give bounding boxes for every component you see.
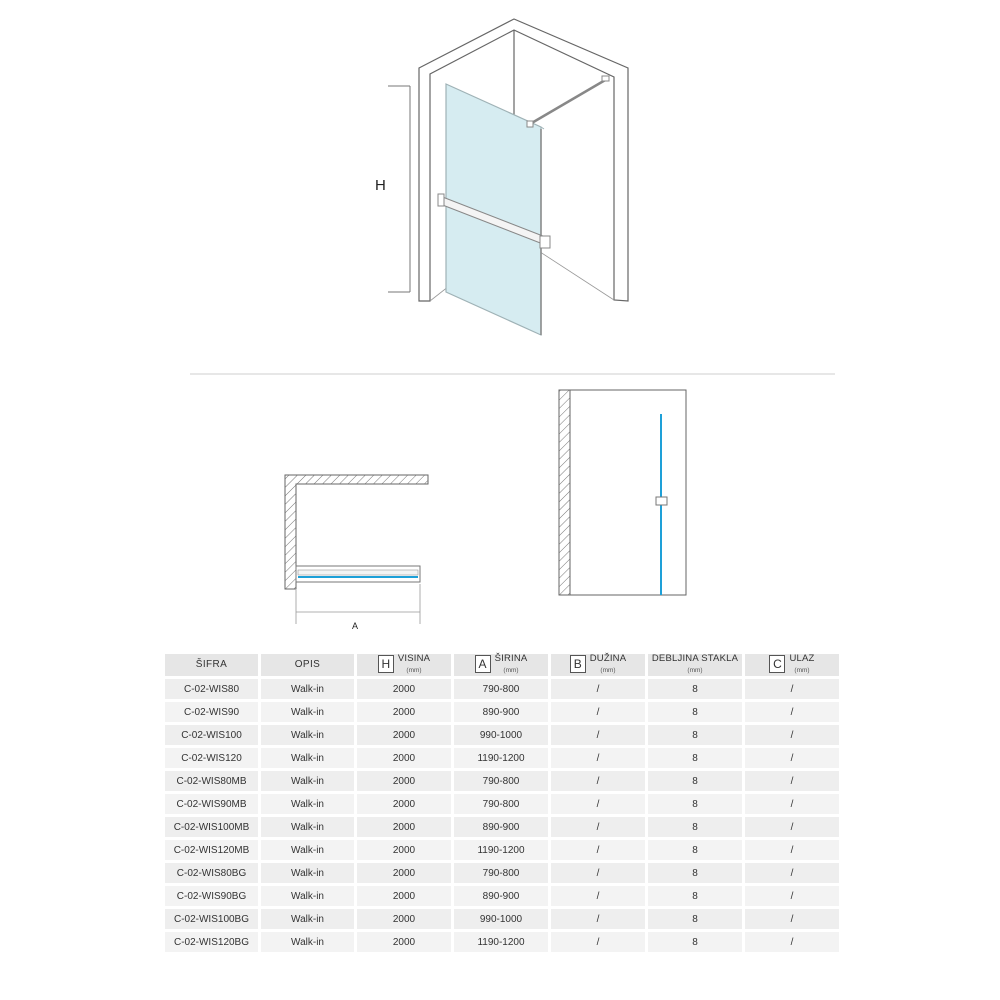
cell-duzina: / [551,679,645,699]
height-label: H [375,177,386,194]
cell-duzina: / [551,886,645,906]
cell-ulaz: / [745,725,839,745]
header-opis: OPIS [261,654,354,676]
cell-sifra: C-02-WIS90MB [165,794,258,814]
cell-sifra: C-02-WIS100 [165,725,258,745]
cell-sirina: 990-1000 [454,725,548,745]
cell-opis: Walk-in [261,886,354,906]
elevation-view [559,390,686,595]
cell-sirina: 890-900 [454,817,548,837]
cell-sifra: C-02-WIS120BG [165,932,258,952]
a-letter-icon: A [475,655,491,673]
cell-sirina: 790-800 [454,679,548,699]
cell-opis: Walk-in [261,794,354,814]
cell-sirina: 790-800 [454,794,548,814]
table-row [165,863,839,883]
cell-visina: 2000 [357,932,451,952]
cell-ulaz: / [745,886,839,906]
cell-ulaz: / [745,679,839,699]
cell-duzina: / [551,794,645,814]
cell-opis: Walk-in [261,863,354,883]
table-row [165,679,839,699]
header-sifra: ŠIFRA [165,654,258,676]
cell-debljina: 8 [648,702,742,722]
cell-sifra: C-02-WIS120MB [165,840,258,860]
specification-table [162,651,842,955]
cell-sifra: C-02-WIS90BG [165,886,258,906]
cell-duzina: / [551,771,645,791]
cell-visina: 2000 [357,679,451,699]
cell-duzina: / [551,840,645,860]
cell-debljina: 8 [648,817,742,837]
cell-debljina: 8 [648,840,742,860]
cell-opis: Walk-in [261,679,354,699]
cell-visina: 2000 [357,725,451,745]
cell-visina: 2000 [357,702,451,722]
cell-opis: Walk-in [261,725,354,745]
cell-visina: 2000 [357,863,451,883]
cell-sifra: C-02-WIS80 [165,679,258,699]
cell-debljina: 8 [648,863,742,883]
cell-ulaz: / [745,794,839,814]
cell-ulaz: / [745,748,839,768]
cell-sirina: 1190-1200 [454,840,548,860]
stabilizer-wall-mount [602,76,609,81]
cell-duzina: / [551,817,645,837]
cell-visina: 2000 [357,909,451,929]
cell-visina: 2000 [357,840,451,860]
cell-opis: Walk-in [261,932,354,952]
cell-ulaz: / [745,771,839,791]
towel-bar-end-right [540,236,550,248]
header-debljina: DEBLJINA STAKLA (mm) [648,654,742,676]
elevation-frame [570,390,686,595]
header-ulaz: C ULAZ (mm) [745,654,839,676]
cell-debljina: 8 [648,909,742,929]
table-row [165,909,839,929]
cell-duzina: / [551,863,645,883]
cell-sirina: 890-900 [454,886,548,906]
h-letter-icon: H [378,655,394,673]
cell-debljina: 8 [648,794,742,814]
plan-towel-bar [298,570,418,575]
b-letter-icon: B [570,655,586,673]
cell-debljina: 8 [648,748,742,768]
table-row [165,725,839,745]
cell-ulaz: / [745,817,839,837]
cell-duzina: / [551,725,645,745]
cell-debljina: 8 [648,679,742,699]
table-row [165,840,839,860]
cell-debljina: 8 [648,886,742,906]
cell-visina: 2000 [357,748,451,768]
table-row [165,932,839,952]
table-row [165,748,839,768]
elevation-towel-bar [656,497,667,505]
cell-visina: 2000 [357,886,451,906]
cell-visina: 2000 [357,817,451,837]
stabilizer-clamp [527,121,533,127]
cell-duzina: / [551,702,645,722]
header-duzina: B DUŽINA (mm) [551,654,645,676]
cell-ulaz: / [745,932,839,952]
cell-duzina: / [551,909,645,929]
perspective-drawing [375,19,628,335]
cell-opis: Walk-in [261,840,354,860]
plan-view [285,475,428,631]
cell-sirina: 790-800 [454,863,548,883]
table-row [165,817,839,837]
elevation-wall-hatched [559,390,570,595]
cell-ulaz: / [745,840,839,860]
stabilizer-bar [530,79,607,124]
cell-sirina: 890-900 [454,702,548,722]
cell-sirina: 790-800 [454,771,548,791]
cell-sirina: 1190-1200 [454,748,548,768]
cell-opis: Walk-in [261,748,354,768]
towel-bar-end-left [438,194,444,206]
cell-debljina: 8 [648,771,742,791]
cell-sirina: 1190-1200 [454,932,548,952]
cell-debljina: 8 [648,725,742,745]
cell-opis: Walk-in [261,909,354,929]
cell-opis: Walk-in [261,771,354,791]
cell-visina: 2000 [357,771,451,791]
cell-sifra: C-02-WIS90 [165,702,258,722]
c-letter-icon: C [769,655,785,673]
cell-ulaz: / [745,702,839,722]
cell-debljina: 8 [648,932,742,952]
cell-visina: 2000 [357,794,451,814]
cell-ulaz: / [745,863,839,883]
table-row [165,771,839,791]
cell-sifra: C-02-WIS80BG [165,863,258,883]
cell-opis: Walk-in [261,702,354,722]
table-row [165,886,839,906]
cell-sifra: C-02-WIS80MB [165,771,258,791]
cell-duzina: / [551,932,645,952]
header-visina: H VISINA (mm) [357,654,451,676]
cell-sifra: C-02-WIS100MB [165,817,258,837]
cell-duzina: / [551,748,645,768]
width-label: A [352,621,359,631]
table-header-row [165,654,839,676]
cell-sirina: 990-1000 [454,909,548,929]
table-row [165,794,839,814]
cell-sifra: C-02-WIS100BG [165,909,258,929]
cell-opis: Walk-in [261,817,354,837]
header-sirina: A ŠIRINA (mm) [454,654,548,676]
cell-sifra: C-02-WIS120 [165,748,258,768]
table-row [165,702,839,722]
cell-ulaz: / [745,909,839,929]
